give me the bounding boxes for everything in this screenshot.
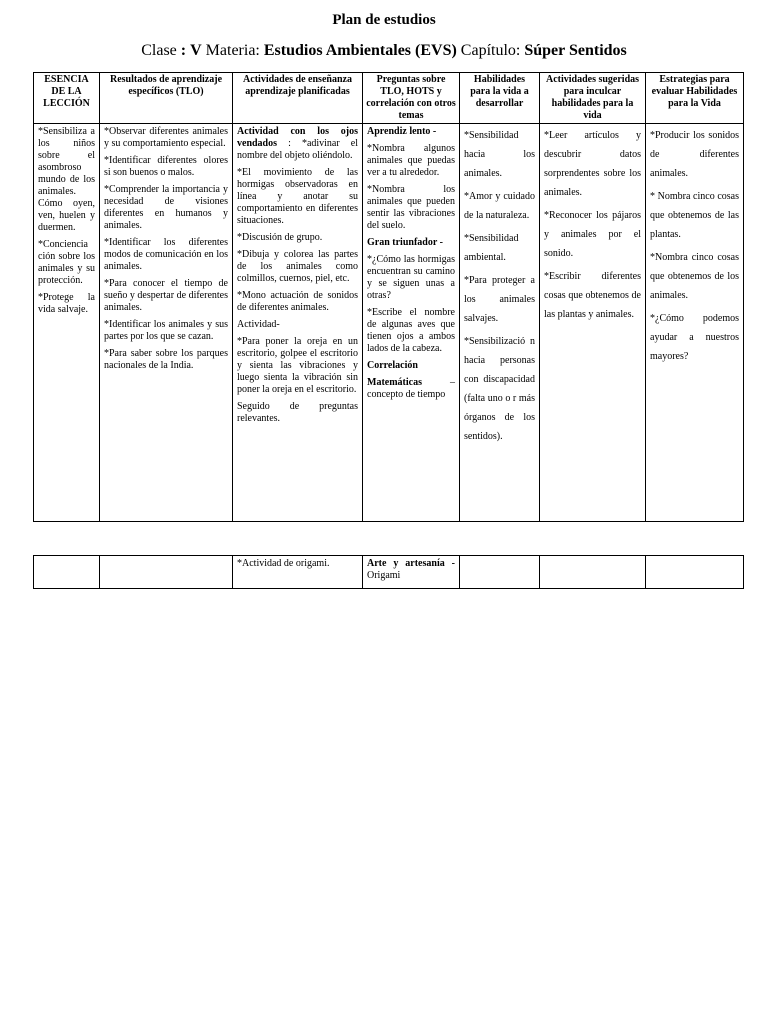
arts-correlation-cell [363, 556, 460, 589]
activity-item: *El movimiento de las hormigas observadoras en línea y anotar su comportamiento en diferentes situaciones. [237, 167, 358, 226]
question-item: *Escribe el nombre de algunas aves que tienen ojos a ambos lados de la cabeza. [367, 307, 455, 354]
evaluation-item: * Nombra cinco cosas que obtenemos de las plantas. [650, 191, 739, 240]
origami-empty-cell [34, 556, 100, 589]
life-skill-item: *Sensibilidad ambiental. [464, 233, 519, 263]
math-correlation [367, 377, 455, 401]
origami-empty-cell [646, 556, 744, 589]
suggested-activities-cell [540, 124, 646, 522]
activity-item: *Discusión de grupo. [237, 232, 323, 243]
origami-table [33, 555, 744, 589]
questions-cell [363, 124, 460, 522]
essence-item: *Conciencia ción sobre los animales y su protección. [38, 239, 95, 286]
header-activities: Actividades de enseñanza aprendizaje planificadas [233, 73, 363, 124]
subject-label: Materia: [205, 42, 260, 59]
class-label: Clase [141, 42, 177, 59]
origami-empty-cell [460, 556, 540, 589]
life-skill-item: *Sensibilizació n hacia personas con discapacidad (falta uno o r más órganos de los sentidos). [464, 336, 535, 442]
math-label: Matemáticas [367, 377, 422, 388]
activity-item: Actividad- [237, 319, 280, 330]
evaluation-item: *Nombra cinco cosas que obtenemos de los animales. [650, 252, 739, 301]
suggested-activity-item: *Leer artículos y descubrir datos sorprendentes sobre los animales. [544, 130, 641, 198]
origami-empty-cell [540, 556, 646, 589]
essence-item: *Protege la vida salvaje. [38, 292, 95, 315]
content-row [34, 124, 744, 522]
question-item: *¿Cómo las hormigas encuentran su camino y se siguen unas a otras? [367, 254, 455, 301]
arts-correlation [367, 558, 455, 582]
life-skills-cell [460, 124, 540, 522]
origami-activity-cell [233, 556, 363, 589]
activity-item: *Mono actuación de sonidos de diferentes animales. [237, 290, 358, 313]
question-item: *Nombra algunos animales que puedas ver a tu alrededor. [367, 143, 455, 178]
class-value: V [190, 42, 202, 59]
lesson-subtitle [0, 42, 768, 60]
tlo-item: *Comprender la importancia y necesidad de visiones diferentes en humanos y animales. [104, 184, 228, 231]
class-separator: : [180, 42, 187, 59]
question-item: *Nombra los animales que pueden sentir las vibraciones del suelo. [367, 184, 455, 231]
header-life-skills: Habilidades para la vida a desarrollar [460, 73, 540, 124]
subject-value: Estudios Ambientales (EVS) [263, 42, 457, 59]
activity-item [237, 126, 358, 162]
tlo-item: *Identificar los animales y sus partes por los que se cazan. [104, 319, 228, 342]
life-skill-item: *Para proteger a los animales salvajes. [464, 275, 535, 324]
activities-cell [233, 124, 363, 522]
essence-cell [34, 124, 100, 522]
header-row [34, 73, 744, 124]
high-achiever-heading: Gran triunfador - [367, 237, 443, 248]
suggested-activity-item: *Reconocer los pájaros y animales por el sonido. [544, 210, 641, 259]
arts-label: Arte y artesanía - [367, 558, 455, 569]
suggested-activity-item: *Escribir diferentes cosas que obtenemos de las plantas y animales. [544, 271, 641, 320]
header-suggested-activities: Actividades sugeridas para inculcar habilidades para la vida [540, 73, 646, 124]
chapter-value: Súper Sentidos [524, 42, 627, 59]
tlo-item: *Identificar diferentes olores si son buenos o malos. [104, 155, 228, 178]
tlo-cell [100, 124, 233, 522]
arts-text: Origami [367, 570, 401, 581]
evaluation-item: *¿Cómo podemos ayudar a nuestros mayores? [650, 313, 739, 362]
life-skill-item: *Sensibilidad hacia los animales. [464, 130, 535, 179]
life-skill-item: *Amor y cuidado de la naturaleza. [464, 191, 535, 221]
header-tlo: Resultados de aprendizaje específicos (TLO) [100, 73, 233, 124]
origami-empty-cell [100, 556, 233, 589]
tlo-item: *Observar diferentes animales y su comportamiento especial. [104, 126, 228, 149]
blindfold-activity-text: : *adivinar el nombre del objeto oliéndolo. [237, 138, 358, 161]
lesson-plan-table [33, 72, 744, 522]
essence-item: *Sensibiliza a los niños sobre el asombroso mundo de los animales. Cómo oyen, ven, huelen y duermen. [38, 126, 95, 233]
activity-item: *Dibuja y colorea las partes de los animales como colmillos, cuernos, piel, etc. [237, 249, 358, 284]
activity-item: *Para poner la oreja en un escritorio, golpee el escritorio y sienta las vibraciones y luego sienta la vibración sin poner la oreja en el escritorio. [237, 336, 358, 395]
evaluation-item: *Producir los sonidos de diferentes animales. [650, 130, 739, 179]
header-evaluation: Estrategias para evaluar Habilidades para la Vida [646, 73, 744, 124]
correlation-heading: Correlación [367, 360, 418, 371]
tlo-item: *Para saber sobre los parques nacionales de la India. [104, 348, 228, 371]
page-title: Plan de estudios [332, 12, 436, 28]
math-text: – concepto de tiempo [367, 377, 455, 400]
header-questions: Preguntas sobre TLO, HOTS y correlación con otros temas [363, 73, 460, 124]
origami-activity: *Actividad de origami. [237, 558, 330, 569]
tlo-item: *Identificar los diferentes modos de comunicación en los animales. [104, 237, 228, 272]
activity-item: Seguido de preguntas relevantes. [237, 401, 358, 424]
header-essence: ESENCIA DE LA LECCIÓN [34, 73, 100, 124]
blindfold-activity-title: Actividad con los ojos vendados [237, 126, 358, 149]
slow-learner-heading: Aprendiz lento - [367, 126, 437, 137]
chapter-label: Capítulo: [460, 42, 521, 59]
tlo-item: *Para conocer el tiempo de sueño y despertar de diferentes animales. [104, 278, 228, 313]
origami-row [34, 556, 744, 589]
evaluation-cell [646, 124, 744, 522]
